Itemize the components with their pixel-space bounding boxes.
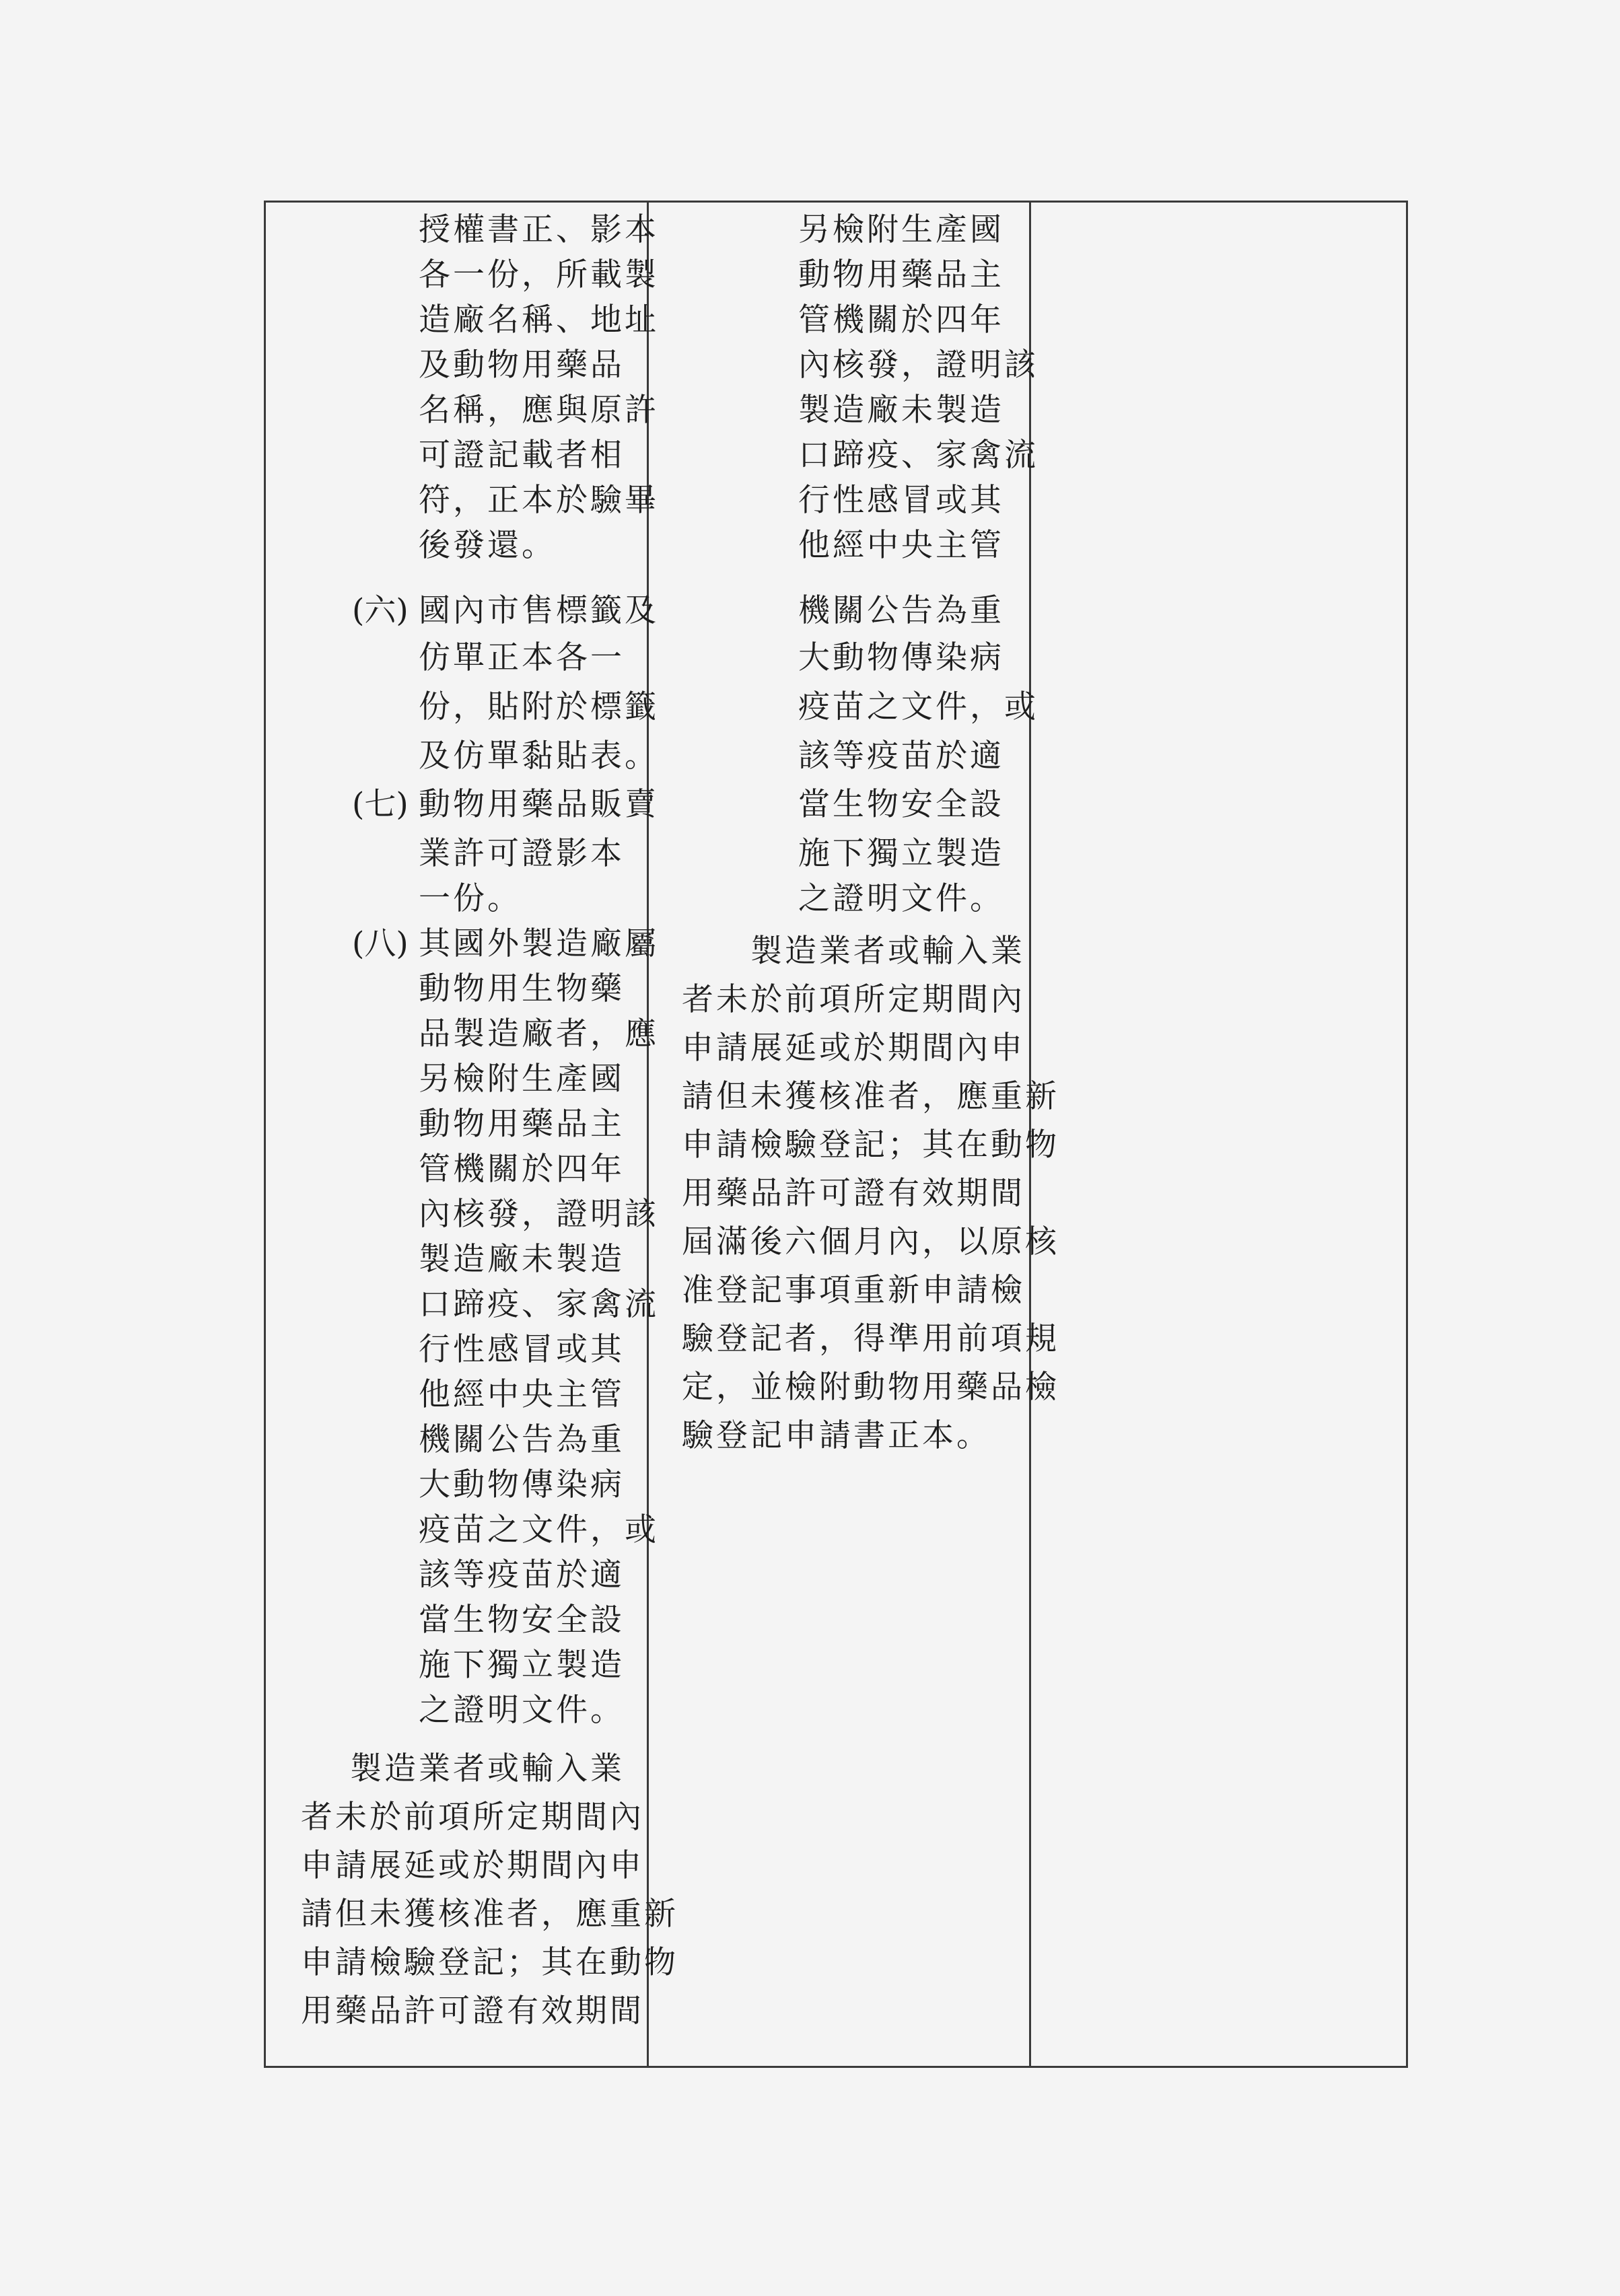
item-label-8: (八) — [352, 925, 409, 962]
text-line: 他經中央主管 — [798, 527, 1004, 564]
text-line: 疫苗之文件，或 — [798, 688, 1038, 725]
text-line: 仿單正本各一 — [419, 639, 625, 676]
text-line: 屆滿後六個月內，以原核 — [682, 1223, 1059, 1260]
text-line: 另檢附生產國 — [419, 1061, 625, 1098]
text-line: 製造業者或輸入業 — [350, 1750, 625, 1787]
text-line: 驗登記申請書正本。 — [682, 1417, 991, 1454]
text-line: 及動物用藥品 — [419, 347, 625, 384]
text-line: 口蹄疫、家禽流 — [798, 437, 1038, 474]
text-line: 口蹄疫、家禽流 — [419, 1286, 659, 1323]
text-line: 國內市售標籤及 — [419, 592, 659, 629]
text-line: 製造廠未製造 — [419, 1241, 625, 1278]
text-line: 用藥品許可證有效期間 — [301, 1993, 644, 2030]
text-line: 造廠名稱、地址 — [419, 301, 659, 338]
text-line: 動物用生物藥 — [419, 970, 625, 1007]
text-line: 當生物安全設 — [419, 1602, 625, 1639]
text-line: 疫苗之文件，或 — [419, 1511, 659, 1548]
text-line: 申請檢驗登記；其在動物 — [301, 1944, 678, 1981]
text-line: 動物用藥品販賣 — [419, 786, 659, 823]
text-line: 機關公告為重 — [419, 1421, 625, 1458]
text-line: 申請展延或於期間內申 — [682, 1030, 1025, 1067]
text-line: 施下獨立製造 — [798, 835, 1004, 872]
text-line: 製造廠未製造 — [798, 392, 1004, 429]
text-line: 定，並檢附動物用藥品檢 — [682, 1369, 1059, 1406]
text-line: 授權書正、影本 — [419, 211, 659, 248]
text-line: 內核發，證明該 — [419, 1196, 659, 1233]
item-label-6: (六) — [352, 592, 409, 629]
text-line: 可證記載者相 — [419, 437, 625, 474]
text-line: 他經中央主管 — [419, 1376, 625, 1413]
text-line: 名稱，應與原許 — [419, 392, 659, 429]
text-line: 機關公告為重 — [798, 592, 1004, 629]
text-line: 各一份，所載製 — [419, 256, 659, 293]
text-line: 之證明文件。 — [798, 880, 1004, 917]
text-line: 請但未獲核准者，應重新 — [301, 1896, 678, 1933]
text-line: 施下獨立製造 — [419, 1647, 625, 1684]
text-line: 申請展延或於期間內申 — [301, 1847, 644, 1884]
text-line: 行性感冒或其 — [798, 482, 1004, 519]
text-line: 動物用藥品主 — [798, 256, 1004, 293]
text-line: 請但未獲核准者，應重新 — [682, 1078, 1059, 1115]
text-line: 內核發，證明該 — [798, 347, 1038, 384]
text-line: 份，貼附於標籤 — [419, 688, 659, 725]
text-line: 業許可證影本 — [419, 835, 625, 872]
text-line: 製造業者或輸入業 — [750, 933, 1025, 970]
text-line: 管機關於四年 — [798, 301, 1004, 338]
text-line: 後發還。 — [419, 527, 556, 564]
text-line: 品製造廠者，應 — [419, 1015, 659, 1052]
text-line: 行性感冒或其 — [419, 1331, 625, 1368]
text-line: 動物用藥品主 — [419, 1106, 625, 1143]
text-line: 者未於前項所定期間內 — [682, 981, 1025, 1018]
text-line: 一份。 — [419, 880, 522, 917]
text-line: 該等疫苗於適 — [798, 738, 1004, 775]
text-line: 大動物傳染病 — [419, 1466, 625, 1503]
text-line: 該等疫苗於適 — [419, 1556, 625, 1593]
text-line: 管機關於四年 — [419, 1151, 625, 1188]
text-line: 申請檢驗登記；其在動物 — [682, 1126, 1059, 1163]
text-line: 當生物安全設 — [798, 786, 1004, 823]
text-line: 及仿單黏貼表。 — [419, 738, 659, 775]
text-line: 准登記事項重新申請檢 — [682, 1272, 1025, 1309]
text-line: 驗登記者，得準用前項規 — [682, 1320, 1059, 1357]
text-line: 另檢附生產國 — [798, 211, 1004, 248]
text-line: 用藥品許可證有效期間 — [682, 1175, 1025, 1212]
text-line: 之證明文件。 — [419, 1692, 625, 1729]
text-line: 者未於前項所定期間內 — [301, 1799, 644, 1836]
text-line: 大動物傳染病 — [798, 639, 1004, 676]
item-label-7: (七) — [352, 786, 409, 823]
text-line: 符，正本於驗畢 — [419, 482, 659, 519]
text-line: 其國外製造廠屬 — [419, 925, 659, 962]
